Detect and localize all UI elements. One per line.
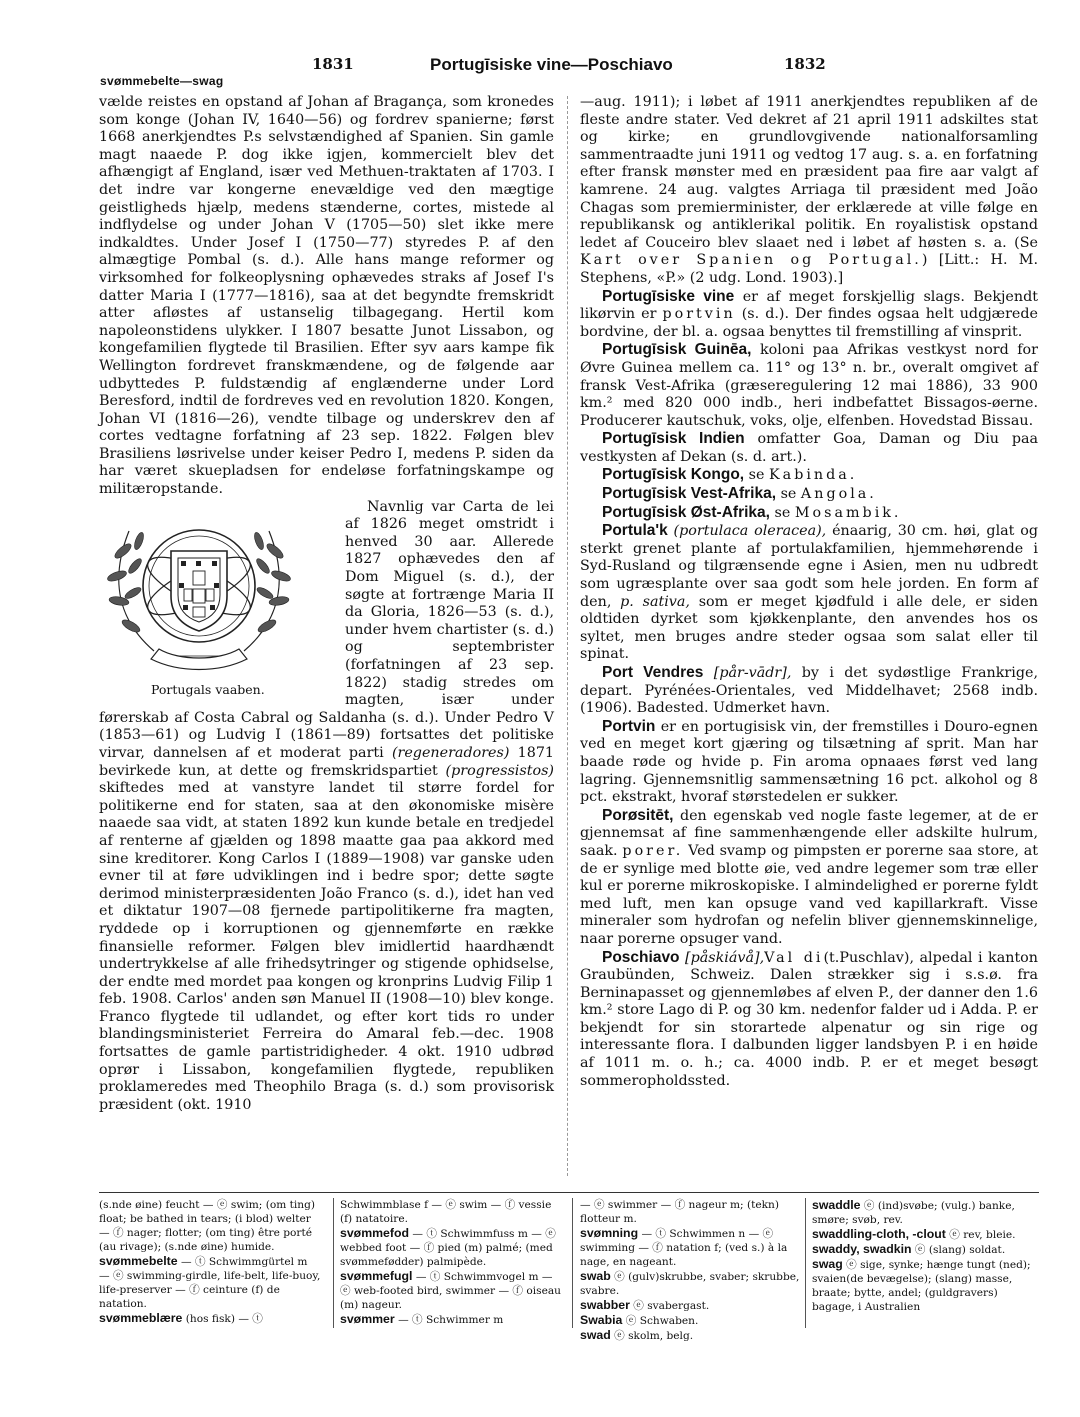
dictionary-divider [572,1198,573,1328]
dictionary-headword: svømmefugl [340,1269,413,1283]
dictionary-headword: swaddy, swadkin [812,1242,912,1256]
entry-portugisisk-kongo: Portugīsisk Kongo, se Kabinda. [602,466,858,484]
entry-headword: Porøsitēt, [602,806,674,824]
dictionary-headword: swad [580,1328,611,1342]
paragraph: —aug. 1911); i løbet af 1911 anerkjendtes republiken af de fleste andre stater. Ved dekret af 21 april 1911 adskiltes stat og kirke; en grundlovgivende nationalforsamling sammentraadte juni 1911 og vedtog 17 aug. s. a. en forfatning efter fransk mønster med en præsident paa fire aar valgt af kamrene. 24 aug. valgtes Arriaga til præsident med João Chagas som premierminister, der erklærede at ville følge en republikansk og antiklerikal politik. En royalistisk opstand ledet af Couceiro blev slaaet ned i løbet af høsten s. a. (Se Kart over Spanien og Portugal.) [Litt.: H. M. Stephens, «P.» (2 udg. Lond. 1903).] [580,94,1038,286]
figure-caption: Portugals vaaben. [151,681,265,697]
page-number-right: 1832 [784,55,826,73]
entry-portugisiske-vine: Portugīsiske vine er af meget forskjellig slags. Bekjendt likørvin er portvin (s. d.). Der findes ogsaa helt udgjærede bordvine, der bl. a. ogsaa benyttes til fremstilling af vinsprit. [580,287,1039,340]
entry-portugisisk-vest-afrika: Portugīsisk Vest-Afrika, se Angola. [602,485,877,503]
dictionary-headword: swag [812,1257,843,1271]
entry-headword: Portula'k [602,522,668,540]
entry-headword: Portvin [602,717,656,735]
page-title: Portugīsiske vine—Poschiavo [430,55,673,74]
paragraph: Navnlig var Carta de lei af 1826 meget omstridt i henved 30 aar. Allerede 1827 ophævedes den af Dom Miguel (s. d.), der søgte at fortrænge Maria II da Gloria, 1826—53 (s. d.), under hvem chartister (s. d.) og septembrister (forfatningen af 23 sep. 1822) stadig stredes om magten, især under førerskab af Costa Cabral og Saldanha (s. d.). Under Pedro V (1853—61) og Ludvig I (1861—89) fortsattes det politiske virvar, dannelsen af et moderat parti (regeneradores) 1871 bevirkede kun, at dette og fremskridspartiet (progressistos) skiftedes med at vanstyre landet til større fordel for politikerne end for staten, saa at den økonomiske misère naaede saa vidt, at staten 1892 kun kunde betale en tredjedel af renterne af gjælden og 1898 maatte gaa paa akkord med sine kreditorer. Kong Carlos I (1889—1908) var ganske uden evner til at føre udviklingen ind i bedre spor; dette søgte derimod ministerpræsidenten João Franco (s. d.), idet han ved et diktatur 1907—08 fjernede partipolitikerne fra magten, ryddede op i korruptionen og gjennemførte en række finansielle reformer. Følgen blev imidlertid haardhændt undertrykkelse af alle frihedsytringer og stigende ophidselse, der endte med mordet paa kongen og kronprins Ludvig Filip 1 feb. 1908. Carlos' anden søn Manuel II (1908—10) blev konge. Franco flygtede til udlandet, og efter kort tids ro under blandingsministeriet Ferreira do Amaral feb.—dec. 1908 fortsattes de gamle partistridigheder. 4 okt. 1910 udbrød oprør i Lissabon, kongefamilien flygtede, republiken proklameredes med Theophilo Braga (s. d.) som provisorisk præsident (okt. 1910 [99,498,555,1113]
entry-poschiavo: Poschiavo [påskiávå],Val di(t.Puschlav), alpedal i kanton Graubünden, Schweiz. Dalen strækker sig i s.s.ø. fra Berninapasset og gjennemløbes af elven P., der danner den 1.6 km.² store Lago di P. og 30 km. nedenfor falder ud i Adda. P. er bekjendt for sin storartede alpenatur og sin rige og interessante flora. I dalbunden ligger landsbyen P. i en høide af 1011 m. o. h.; ca. 4000 indb. P. er et meget besøgt sommeropholdssted. [580,948,1038,1089]
entry-headword: Portugīsiske vine [602,287,735,305]
entry-headword: Port Vendres [602,664,704,681]
entry-headword: Portugīsisk Øst-Afrika, [602,503,770,521]
portugal-coat-of-arms-icon [99,501,299,676]
entry-port-vendres: Port Vendres [pår-vādr], by i det sydøstlige Frankrige, depart. Pyrénées-Orientales, ved Middelhavet; 2568 indb. (1906). Badested. Udmerket havn. [580,664,1038,717]
paragraph: vælde reistes en opstand af Johan af Bragança, som kronedes som konge (Johan IV, 1640—56) og fordrev spanierne; først 1668 anerkjendtes P.s selvstændighed af Spanien. Sin gamle magt naaede P. dog ikke igjen, kommercielt blev det afhængigt af England, især ved Methuen-traktaten af 1703. I det indre var kongerne enevældige ved den mægtige geistligheds hjælp, medens stænderne, cortes, mistede al indflydelse og under Johan V (1705—50) slet ikke mere indkaldtes. Under Josef I (1750—77) styredes P. af den almægtige Pombal (s. d.). Alle hans mange reformer og virksomhed for folkeoplysning ophævedes straks af Josef I's datter Maria I (1777—1816), saa at det begyndte fremskridt atter afløstes af ustanselig tilbagegang. Hertil kom napoleonstidens ulykker. I 1807 besatte Junot Lissabon, og kongefamilien flygtede til Brasilien. Efter syv aars kampe fik Wellington fordrevet franskmændene, og de følgende aar udbyttedes P. fuldstændig af englænderne under Lord Beresford, indtil de fordreves ved en revolution 1820. Kongen, Johan VI (1816—26), vendte tilbage og underskrev den af cortes vedtagne forfatning af 23 sep. 1822. Følgen blev Brasiliens løsrivelse under keiser Pedro I, medens P. siden da har været skuepladsen for endeløse forfatningskampe og militæropstande. [99,94,554,498]
dictionary-headword: swaddle [812,1198,861,1212]
entry-headword: Poschiavo [602,948,680,966]
dictionary-headword: swabber [580,1298,630,1312]
dictionary-column-2: Schwimmblase f — ⓔ swim — ⓕ vessie (f) natatoire. svømmefod — ⓣ Schwimmfuss m — ⓔ webbed foot — ⓕ pied (m) palmé; (med svømmefødder) palmipède. svømmefugl — ⓣ Schwimmvogel m — ⓔ web-footed bird, swimmer — ⓕ oiseau (m) nageur. svømmer — ⓣ Schwimmer m [340,1199,561,1326]
entry-portugisisk-ost-afrika: Portugīsisk Øst-Afrika, se Mosambik. [602,503,902,521]
dictionary-headword: swaddling-cloth, -clout [812,1227,946,1241]
page-number-left: 1831 [312,55,354,73]
entry-headword: Portugīsisk Indien [602,430,745,448]
entry-portugisisk-guinea: Portugīsisk Guinēa, koloni paa Afrikas vestkyst nord for Øvre Guinea mellem ca. 11° og 13° n. br., overalt omgivet af fransk Vest-Afrika (græseregulering 12 mai 1886), 33 900 km.² med 820 000 indb., heri indbefattet Bissagos-øerne. Producerer kautschuk, voks, olje, elfenben. Hovedstad Bissau. [580,341,1038,429]
dictionary-column-4: swaddle ⓔ (ind)svøbe; (vulg.) banke, smøre; svøb, rev. swaddling-cloth, -clout ⓔ rev, bleie. swaddy, swadkin ⓔ (slang) soldat. swag ⓔ sige, synke; hænge tungt (ned); svaien(de bevægelse); (slang) masse, braate; bytte, andel; (guldgravers) bagage, i Australien [812,1198,1031,1313]
dictionary-column-1: (s.nde øine) feucht — ⓔ swim; (om ting) float; be bathed in tears; (i blod) welter — ⓕ nager; flotter; (om ting) être porté (au rivage); (s.nde øine) humide. svømmebelte — ⓣ Schwimmgürtel m — ⓔ swimming-girdle, life-belt, life-buoy, life-preserver — ⓕ ceinture (f) de natation. svømmeblære (hos fisk) — ⓣ [99,1199,321,1325]
coat-of-arms-figure [99,501,339,701]
dictionary-headword: svømning [580,1226,639,1240]
dictionary-column-3: — ⓔ swimmer — ⓕ nageur m; (tekn) flotteur m. svømning — ⓣ Schwimmen n — ⓔ swimming — ⓕ natation f; (ved s.) à la nage, en nageant. swab ⓔ (gulv)skrubbe, svaber; skrubbe, svabre. swabber ⓔ svabergast. Swabia ⓔ Schwaben. swad ⓔ skolm, belg. [580,1199,800,1342]
dictionary-headword: Swabia [580,1313,623,1327]
column-divider [567,96,568,1176]
dictionary-headword: swab [580,1269,611,1283]
left-column [99,94,554,1114]
dictionary-divider [805,1198,806,1328]
footer-rule [99,1192,1039,1193]
entry-headword: Portugīsisk Kongo, [602,466,745,484]
dictionary-headword: svømmer [340,1312,395,1326]
dictionary-headword: svømmeblære [99,1311,183,1325]
entry-headword: Portugīsisk Vest-Afrika, [602,485,777,503]
dictionary-headword: svømmefod [340,1226,410,1240]
entry-portugisisk-indien: Portugīsisk Indien omfatter Goa, Daman og Diu paa vestkysten af Dekan (s. d. art.). [580,430,1039,465]
dictionary-headword: svømmebelte [99,1254,178,1268]
entry-headword: Portugīsisk Guinēa, [602,341,752,359]
entry-portulak: Portula'k (portulaca oleracea), énaarig, 30 cm. høi, glat og sterkt grenet plante af portulakfamilien, hjemmehørende i Syd-Rusland og tilgrænsende egne i Asien, men nu udbredt som ugræsplante over saa godt som hele jorden. En form af den, p. sativa, som er meget kjødfuld i alle dele, er siden oldtiden dyrket som kjøkkenplante, den anvendes hos os syltet, men bruges andre steder ogsaa som salat eller til spinat. [580,522,1038,663]
right-column [580,94,1038,1090]
guide-words: svømmebelte—swag [100,74,224,88]
entry-porositet: Porøsitēt, den egenskab ved nogle faste legemer, at de er gjennemsat af fine sammenhængende eller adskilte hulrum, saak. porer. Ved svamp og pimpsten er porerne saa store, at de er synlige med blotte øie, ved andre legemer som træ eller kul er porerne mikroskopiske. I almindelighed er porerne fyldt med luft, men kan opsuge vand ved kapillarkraft. Visse mineraler som hydrofan og nefelin bliver gjennemskinnelige, naar porerne opsuger vand. [580,806,1038,947]
entry-portvin: Portvin er en portugisisk vin, der fremstilles i Douro-egnen ved en meget kort gjæring og tilsætning af sprit. Man har baade røde og hvide p. Fin aroma opnaaes først ved lang lagring. Gjennemsnitlig sammensætning 16 pct. alkohol og 8 pct. ekstrakt, hvoraf størstedelen er sukker. [580,717,1038,806]
dictionary-divider [333,1198,334,1328]
